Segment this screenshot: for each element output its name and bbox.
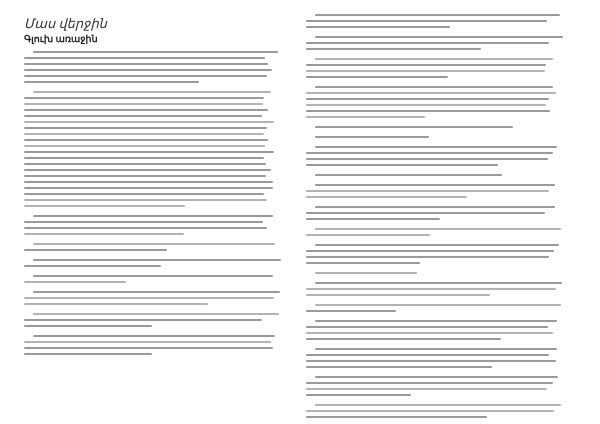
text-line — [24, 249, 167, 251]
text-line — [306, 250, 554, 252]
text-line — [24, 175, 266, 177]
right-column-text — [306, 14, 556, 418]
text-line — [33, 51, 278, 53]
text-line — [306, 70, 545, 72]
text-line — [33, 259, 281, 261]
text-line — [306, 294, 490, 296]
text-line — [315, 272, 417, 274]
text-line — [306, 288, 556, 290]
text-line — [315, 36, 563, 38]
text-line — [24, 121, 274, 123]
text-line — [24, 163, 266, 165]
text-line — [315, 304, 561, 306]
text-line — [33, 335, 275, 337]
text-line — [315, 282, 562, 284]
text-line — [306, 20, 547, 22]
text-line — [315, 126, 513, 128]
text-line — [306, 416, 487, 418]
text-line — [306, 354, 549, 356]
text-line — [24, 181, 273, 183]
text-line — [315, 348, 557, 350]
text-line — [24, 265, 161, 267]
text-line — [306, 394, 411, 396]
text-line — [306, 158, 548, 160]
text-line — [24, 341, 271, 343]
text-line — [306, 338, 501, 340]
text-line — [306, 388, 547, 390]
text-line — [306, 196, 467, 198]
text-line — [24, 127, 267, 129]
text-line — [24, 157, 264, 159]
text-line — [33, 313, 279, 315]
text-line — [24, 187, 273, 189]
text-line — [24, 325, 152, 327]
text-line — [306, 382, 553, 384]
text-line — [315, 376, 558, 378]
text-line — [24, 227, 267, 229]
text-line — [24, 199, 267, 201]
text-line — [315, 184, 555, 186]
text-line — [315, 14, 560, 16]
text-line — [306, 116, 425, 118]
text-line — [306, 256, 549, 258]
text-line — [306, 234, 430, 236]
text-line — [315, 228, 561, 230]
text-line — [315, 136, 429, 138]
text-line — [33, 291, 280, 293]
text-line — [24, 81, 199, 83]
text-line — [24, 75, 267, 77]
text-line — [24, 69, 272, 71]
text-line — [24, 221, 263, 223]
text-line — [306, 212, 545, 214]
text-line — [306, 366, 492, 368]
text-line — [315, 320, 557, 322]
text-line — [24, 303, 208, 305]
text-line — [306, 104, 546, 106]
text-line — [315, 206, 555, 208]
text-line — [306, 262, 420, 264]
text-line — [315, 244, 559, 246]
text-line — [24, 115, 262, 117]
text-line — [306, 218, 440, 220]
text-line — [24, 205, 185, 207]
text-line — [33, 275, 273, 277]
text-line — [33, 243, 275, 245]
text-line — [306, 332, 553, 334]
text-line — [24, 233, 184, 235]
text-line — [24, 103, 263, 105]
right-column — [306, 14, 556, 422]
text-line — [24, 169, 271, 171]
text-line — [306, 360, 556, 362]
left-column — [24, 14, 274, 359]
text-line — [24, 319, 262, 321]
text-line — [306, 410, 554, 412]
text-line — [315, 404, 561, 406]
chapter-title: Գլուխ առաջին — [24, 35, 98, 45]
text-line — [315, 58, 553, 60]
text-line — [24, 97, 264, 99]
text-line — [33, 91, 271, 93]
text-line — [24, 193, 264, 195]
text-line — [306, 26, 450, 28]
text-line — [24, 151, 274, 153]
text-line — [24, 297, 274, 299]
text-line — [306, 152, 553, 154]
text-line — [306, 92, 556, 94]
text-line — [306, 164, 498, 166]
text-line — [306, 48, 481, 50]
text-line — [315, 174, 502, 176]
text-line — [24, 63, 268, 65]
left-column-text — [24, 51, 274, 355]
text-line — [24, 347, 273, 349]
text-line — [306, 310, 396, 312]
text-line — [24, 281, 126, 283]
text-line — [306, 98, 549, 100]
text-line — [24, 57, 265, 59]
text-line — [315, 86, 553, 88]
text-line — [315, 146, 557, 148]
text-line — [306, 190, 549, 192]
text-line — [306, 64, 546, 66]
text-line — [24, 145, 265, 147]
text-line — [24, 109, 268, 111]
part-title: Մաս վերջին — [24, 16, 107, 31]
text-line — [33, 215, 273, 217]
text-line — [24, 353, 152, 355]
text-line — [24, 133, 264, 135]
text-line — [306, 42, 549, 44]
text-line — [306, 76, 448, 78]
text-line — [306, 326, 548, 328]
text-line — [306, 110, 550, 112]
text-line — [24, 139, 268, 141]
